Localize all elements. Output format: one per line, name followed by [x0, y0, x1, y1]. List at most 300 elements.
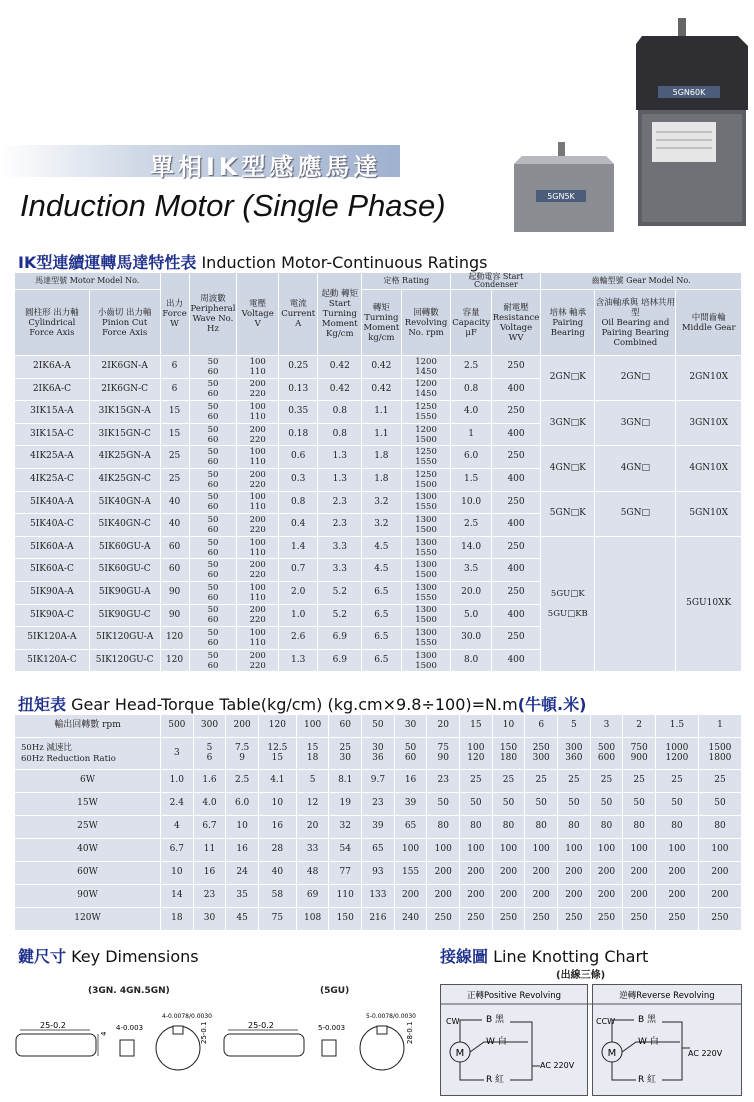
- torque-cell: 80: [427, 816, 460, 839]
- gear-pair: 3GN□K: [541, 401, 595, 446]
- force-w: 40: [160, 514, 189, 537]
- torque-cell: 25: [655, 770, 698, 793]
- model-pinion: 5IK90GU-A: [89, 581, 160, 604]
- rpm-cell: 100: [296, 715, 329, 738]
- torque-cell: 48: [296, 862, 329, 885]
- torque-row: [15, 793, 742, 816]
- torque-cell: 10: [258, 793, 296, 816]
- motor-symbol-positive: M: [455, 1048, 465, 1059]
- resistance-wv: 250: [491, 581, 541, 604]
- header-cylindrical: 圓柱形 出力軸 Cylindrical Force Axis: [15, 290, 90, 356]
- ratio-cell: 3: [161, 738, 194, 770]
- torque-cell: 25: [698, 770, 741, 793]
- torque-power-label: 90W: [15, 885, 161, 908]
- voltage-v: 100 110: [237, 491, 279, 514]
- spec-section-title: [18, 250, 488, 273]
- gear-gu-middle: 5GU10XK: [676, 536, 742, 672]
- torque-cell: 100: [698, 839, 741, 862]
- torque-cell: 200: [460, 885, 493, 908]
- ratio-cell: 250 300: [525, 738, 558, 770]
- spec-row: [15, 446, 742, 469]
- torque-cell: 4.0: [193, 793, 226, 816]
- torque-row: [15, 839, 742, 862]
- model-pinion: 5IK120GU-A: [89, 627, 160, 650]
- torque-row: [15, 862, 742, 885]
- torque-cell: 108: [296, 908, 329, 931]
- torque-cell: 80: [590, 816, 623, 839]
- turning-moment: 1.8: [362, 468, 401, 491]
- resistance-wv: 400: [491, 649, 541, 672]
- torque-cell: 200: [525, 885, 558, 908]
- resistance-wv: 400: [491, 604, 541, 627]
- turning-moment: 0.42: [362, 378, 401, 401]
- force-w: 25: [160, 446, 189, 469]
- torque-cell: 50: [525, 793, 558, 816]
- gear-pair: 5GN□K: [541, 491, 595, 536]
- current-a: 0.3: [278, 468, 317, 491]
- rpm-cell: 5: [558, 715, 591, 738]
- torque-cell: 50: [655, 793, 698, 816]
- torque-cell: 250: [558, 908, 591, 931]
- torque-title-unit: (牛頓.米): [517, 695, 587, 714]
- revolving-rpm: 1250 1500: [401, 468, 451, 491]
- voltage-v: 100 110: [237, 401, 279, 424]
- torque-title-en: Gear Head-Torque Table(kg/cm) (kg.cm×9.8÷100)=N.m: [71, 695, 518, 714]
- gear-mid: 3GN10X: [676, 401, 742, 446]
- torque-cell: 250: [698, 908, 741, 931]
- ccw-label: CCW: [596, 1017, 616, 1026]
- current-a: 1.4: [278, 536, 317, 559]
- start-moment: 6.9: [318, 627, 362, 650]
- resistance-wv: 400: [491, 378, 541, 401]
- torque-cell: 200: [558, 885, 591, 908]
- torque-cell: 200: [492, 885, 525, 908]
- resistance-wv: 400: [491, 468, 541, 491]
- spec-title-zh: IK型連續運轉馬達特性表: [18, 253, 197, 272]
- start-moment: 6.9: [318, 649, 362, 672]
- pos-ac-label: AC 220V: [540, 1061, 575, 1070]
- torque-cell: 50: [492, 793, 525, 816]
- torque-cell: 250: [427, 908, 460, 931]
- capacity-uf: 14.0: [451, 536, 491, 559]
- torque-cell: 18: [161, 908, 194, 931]
- gear-mid: 5GN10X: [676, 491, 742, 536]
- key-dim-4: 25-0.1: [200, 1021, 208, 1044]
- torque-cell: 69: [296, 885, 329, 908]
- torque-ratio-row: [15, 738, 742, 770]
- start-moment: 2.3: [318, 491, 362, 514]
- torque-cell: 200: [655, 885, 698, 908]
- torque-cell: 39: [362, 816, 395, 839]
- torque-cell: 2.5: [226, 770, 259, 793]
- motor-symbol-reverse: M: [607, 1048, 617, 1059]
- current-a: 1.0: [278, 604, 317, 627]
- turning-moment: 6.5: [362, 649, 401, 672]
- torque-cell: 100: [558, 839, 591, 862]
- ratio-cell: 100 120: [460, 738, 493, 770]
- rpm-cell: 6: [525, 715, 558, 738]
- current-a: 0.7: [278, 559, 317, 582]
- frequency-hz: 50 60: [189, 401, 237, 424]
- rpm-cell: 500: [161, 715, 194, 738]
- start-moment: 0.8: [318, 401, 362, 424]
- cw-label: CW: [446, 1017, 460, 1026]
- line-title-zh: 接線圖: [440, 947, 489, 966]
- frequency-hz: 50 60: [189, 491, 237, 514]
- torque-cell: 6.7: [193, 816, 226, 839]
- header-wave: 周波數 Peripheral Wave No. Hz: [189, 273, 237, 356]
- current-a: 0.25: [278, 356, 317, 379]
- torque-cell: 200: [623, 885, 656, 908]
- header-turning-moment: 轉矩 Turning Moment kg/cm: [362, 290, 401, 356]
- turning-moment: 6.5: [362, 627, 401, 650]
- torque-cell: 100: [655, 839, 698, 862]
- header-revolving: 回轉數 Revolving No. rpm: [401, 290, 451, 356]
- torque-cell: 58: [258, 885, 296, 908]
- torque-cell: 250: [655, 908, 698, 931]
- model-cylindrical: 5IK60A-A: [15, 536, 90, 559]
- torque-section-title: [18, 692, 586, 715]
- torque-cell: 200: [655, 862, 698, 885]
- rpm-cell: 120: [258, 715, 296, 738]
- frequency-hz: 50 60: [189, 423, 237, 446]
- rpm-cell: 3: [590, 715, 623, 738]
- torque-cell: 100: [427, 839, 460, 862]
- key-dim-2: 4-0.003: [116, 1024, 144, 1032]
- torque-cell: 200: [623, 862, 656, 885]
- torque-cell: 133: [362, 885, 395, 908]
- voltage-v: 200 220: [237, 559, 279, 582]
- rpm-cell: 300: [193, 715, 226, 738]
- torque-cell: 100: [623, 839, 656, 862]
- torque-cell: 16: [258, 816, 296, 839]
- key-dim-7: 5-0.0078/0.0030: [366, 1013, 416, 1020]
- rpm-cell: 15: [460, 715, 493, 738]
- torque-cell: 8.1: [329, 770, 362, 793]
- header-force: 出力 Force W: [160, 273, 189, 356]
- voltage-v: 100 110: [237, 446, 279, 469]
- revolving-rpm: 1250 1550: [401, 446, 451, 469]
- model-cylindrical: 5IK40A-C: [15, 514, 90, 537]
- gear-gu-pairing: 5GU□K 5GU□KB: [541, 536, 595, 672]
- ratio-label: 50Hz 減速比 60Hz Reduction Ratio: [15, 738, 161, 770]
- torque-cell: 200: [394, 885, 427, 908]
- turning-moment: 3.2: [362, 491, 401, 514]
- gear-oil: 3GN□: [595, 401, 676, 446]
- spec-row: [15, 356, 742, 379]
- ratio-cell: 7.5 9: [226, 738, 259, 770]
- turning-moment: 1.8: [362, 446, 401, 469]
- current-a: 0.6: [278, 446, 317, 469]
- torque-cell: 16: [394, 770, 427, 793]
- force-w: 90: [160, 604, 189, 627]
- small-motor-image: [512, 142, 616, 236]
- revolving-rpm: 1300 1550: [401, 581, 451, 604]
- torque-cell: 100: [590, 839, 623, 862]
- voltage-v: 100 110: [237, 627, 279, 650]
- voltage-v: 200 220: [237, 514, 279, 537]
- model-pinion: 5IK60GU-A: [89, 536, 160, 559]
- force-w: 60: [160, 559, 189, 582]
- torque-cell: 35: [226, 885, 259, 908]
- header-start-moment: 起動 轉矩 Start Turning Moment Kg/cm: [318, 273, 362, 356]
- key-title-zh: 鍵尺寸: [18, 947, 67, 966]
- pos-b-label: B 黑: [486, 1015, 505, 1025]
- force-w: 90: [160, 581, 189, 604]
- torque-cell: 100: [525, 839, 558, 862]
- ratio-cell: 12.5 15: [258, 738, 296, 770]
- torque-cell: 155: [394, 862, 427, 885]
- rev-ac-label: AC 220V: [688, 1049, 723, 1058]
- model-cylindrical: 5IK90A-C: [15, 604, 90, 627]
- revolving-rpm: 1300 1500: [401, 559, 451, 582]
- torque-cell: 200: [698, 862, 741, 885]
- torque-row: [15, 770, 742, 793]
- voltage-v: 200 220: [237, 423, 279, 446]
- torque-row: [15, 908, 742, 931]
- spec-row: [15, 491, 742, 514]
- rpm-label: 輸出回轉數 rpm: [15, 715, 161, 738]
- torque-cell: 75: [258, 908, 296, 931]
- capacity-uf: 30.0: [451, 627, 491, 650]
- key-dim-3: 4-0.0078/0.0030: [162, 1013, 212, 1020]
- torque-cell: 250: [492, 908, 525, 931]
- gear-oil: 5GN□: [595, 491, 676, 536]
- force-w: 25: [160, 468, 189, 491]
- line-knotting-drawing: [440, 984, 742, 1096]
- start-moment: 5.2: [318, 581, 362, 604]
- start-moment: 2.3: [318, 514, 362, 537]
- header-oil-bearing: 含油軸承與 培林共用型 Oil Bearing and Pairing Bearing Combined: [595, 290, 676, 356]
- model-cylindrical: 5IK60A-C: [15, 559, 90, 582]
- torque-power-label: 15W: [15, 793, 161, 816]
- torque-cell: 200: [590, 862, 623, 885]
- start-moment: 3.3: [318, 559, 362, 582]
- turning-moment: 1.1: [362, 401, 401, 424]
- torque-cell: 50: [558, 793, 591, 816]
- torque-cell: 200: [427, 885, 460, 908]
- model-pinion: 5IK120GU-C: [89, 649, 160, 672]
- header-condenser: 起動電容 Start Condenser: [451, 273, 541, 290]
- capacity-uf: 20.0: [451, 581, 491, 604]
- capacity-uf: 5.0: [451, 604, 491, 627]
- voltage-v: 200 220: [237, 468, 279, 491]
- torque-cell: 50: [460, 793, 493, 816]
- start-moment: 1.3: [318, 446, 362, 469]
- torque-cell: 250: [460, 908, 493, 931]
- torque-cell: 25: [492, 770, 525, 793]
- torque-cell: 23: [362, 793, 395, 816]
- header-pairing: 培林 軸承 Pairing Bearing: [541, 290, 595, 356]
- turning-moment: 6.5: [362, 604, 401, 627]
- resistance-wv: 400: [491, 559, 541, 582]
- ratio-cell: 150 180: [492, 738, 525, 770]
- torque-cell: 100: [492, 839, 525, 862]
- current-a: 1.3: [278, 649, 317, 672]
- line-subtitle: (出線三條): [556, 970, 606, 981]
- torque-power-label: 40W: [15, 839, 161, 862]
- page-title: Induction Motor (Single Phase): [20, 188, 446, 223]
- voltage-v: 100 110: [237, 581, 279, 604]
- torque-cell: 9.7: [362, 770, 395, 793]
- torque-cell: 2.4: [161, 793, 194, 816]
- gear-oil: 2GN□: [595, 356, 676, 401]
- torque-cell: 45: [226, 908, 259, 931]
- start-moment: 0.42: [318, 356, 362, 379]
- model-pinion: 3IK15GN-C: [89, 423, 160, 446]
- current-a: 0.18: [278, 423, 317, 446]
- spec-title-en: Induction Motor-Continuous Ratings: [201, 253, 488, 272]
- force-w: 120: [160, 627, 189, 650]
- torque-cell: 100: [394, 839, 427, 862]
- torque-power-label: 6W: [15, 770, 161, 793]
- spec-row: [15, 401, 742, 424]
- header-gear-model: 齒輪型號 Gear Model No.: [541, 273, 742, 290]
- start-moment: 3.3: [318, 536, 362, 559]
- torque-cell: 200: [460, 862, 493, 885]
- model-cylindrical: 5IK90A-A: [15, 581, 90, 604]
- frequency-hz: 50 60: [189, 536, 237, 559]
- torque-cell: 6.7: [161, 839, 194, 862]
- torque-cell: 16: [226, 839, 259, 862]
- header-capacity: 容量 Capacity μF: [451, 290, 491, 356]
- ratio-cell: 5 6: [193, 738, 226, 770]
- torque-cell: 32: [329, 816, 362, 839]
- ratio-cell: 1000 1200: [655, 738, 698, 770]
- rpm-cell: 200: [226, 715, 259, 738]
- rpm-cell: 1: [698, 715, 741, 738]
- torque-cell: 25: [623, 770, 656, 793]
- model-pinion: 4IK25GN-C: [89, 468, 160, 491]
- voltage-v: 200 220: [237, 649, 279, 672]
- torque-cell: 216: [362, 908, 395, 931]
- rev-r-label: R 紅: [638, 1075, 657, 1085]
- torque-power-label: 120W: [15, 908, 161, 931]
- torque-power-label: 60W: [15, 862, 161, 885]
- torque-cell: 65: [394, 816, 427, 839]
- torque-cell: 110: [329, 885, 362, 908]
- pos-w-label: W 白: [486, 1037, 507, 1047]
- torque-cell: 80: [525, 816, 558, 839]
- torque-cell: 150: [329, 908, 362, 931]
- model-cylindrical: 2IK6A-C: [15, 378, 90, 401]
- rev-w-label: W 白: [638, 1037, 659, 1047]
- torque-cell: 25: [460, 770, 493, 793]
- frequency-hz: 50 60: [189, 356, 237, 379]
- model-pinion: 5IK40GN-A: [89, 491, 160, 514]
- resistance-wv: 250: [491, 536, 541, 559]
- revolving-rpm: 1300 1500: [401, 514, 451, 537]
- current-a: 0.8: [278, 491, 317, 514]
- start-moment: 0.8: [318, 423, 362, 446]
- torque-cell: 4: [161, 816, 194, 839]
- header-motor-model: 馬達型號 Motor Model No.: [15, 273, 161, 290]
- resistance-wv: 250: [491, 491, 541, 514]
- header-resistance: 耐電壓 Resistance Voltage WV: [491, 290, 541, 356]
- ratio-cell: 30 36: [362, 738, 395, 770]
- model-cylindrical: 5IK120A-A: [15, 627, 90, 650]
- torque-cell: 100: [460, 839, 493, 862]
- line-section-title: [440, 944, 648, 967]
- torque-cell: 200: [590, 885, 623, 908]
- torque-cell: 6.0: [226, 793, 259, 816]
- capacity-uf: 10.0: [451, 491, 491, 514]
- revolving-rpm: 1250 1550: [401, 401, 451, 424]
- start-moment: 0.42: [318, 378, 362, 401]
- torque-cell: 250: [623, 908, 656, 931]
- revolving-rpm: 1200 1450: [401, 356, 451, 379]
- capacity-uf: 1: [451, 423, 491, 446]
- force-w: 6: [160, 356, 189, 379]
- rev-b-label: B 黑: [638, 1015, 657, 1025]
- frequency-hz: 50 60: [189, 604, 237, 627]
- capacity-uf: 6.0: [451, 446, 491, 469]
- torque-cell: 77: [329, 862, 362, 885]
- ratio-cell: 1500 1800: [698, 738, 741, 770]
- model-pinion: 5IK60GU-C: [89, 559, 160, 582]
- capacity-uf: 2.5: [451, 356, 491, 379]
- turning-moment: 4.5: [362, 536, 401, 559]
- rpm-cell: 60: [329, 715, 362, 738]
- frequency-hz: 50 60: [189, 514, 237, 537]
- voltage-v: 100 110: [237, 356, 279, 379]
- small-motor-label: 5GN5K: [547, 192, 575, 201]
- revolving-rpm: 1300 1550: [401, 491, 451, 514]
- model-cylindrical: 5IK40A-A: [15, 491, 90, 514]
- key-dim-1: 25-0.2: [40, 1021, 66, 1030]
- torque-cell: 10: [161, 862, 194, 885]
- key-title-en: Key Dimensions: [71, 947, 199, 966]
- torque-cell: 10: [226, 816, 259, 839]
- frequency-hz: 50 60: [189, 627, 237, 650]
- ratio-cell: 15 18: [296, 738, 329, 770]
- key-group1-label: (3GN. 4GN.5GN): [88, 986, 170, 996]
- large-motor-image: [628, 14, 752, 228]
- torque-row: [15, 816, 742, 839]
- turning-moment: 1.1: [362, 423, 401, 446]
- torque-cell: 1.6: [193, 770, 226, 793]
- header-middle-gear: 中間齒輪 Middle Gear: [676, 290, 742, 356]
- voltage-v: 100 110: [237, 536, 279, 559]
- current-a: 2.0: [278, 581, 317, 604]
- torque-cell: 200: [427, 862, 460, 885]
- ratio-cell: 50 60: [394, 738, 427, 770]
- resistance-wv: 250: [491, 446, 541, 469]
- torque-cell: 20: [296, 816, 329, 839]
- torque-cell: 200: [492, 862, 525, 885]
- torque-cell: 200: [698, 885, 741, 908]
- line-title-en: Line Knotting Chart: [493, 947, 649, 966]
- rpm-cell: 2: [623, 715, 656, 738]
- torque-cell: 54: [329, 839, 362, 862]
- resistance-wv: 400: [491, 423, 541, 446]
- gear-pair: 2GN□K: [541, 356, 595, 401]
- voltage-v: 200 220: [237, 378, 279, 401]
- key-group2-label: (5GU): [320, 986, 350, 996]
- torque-cell: 25: [590, 770, 623, 793]
- torque-cell: 14: [161, 885, 194, 908]
- rpm-cell: 10: [492, 715, 525, 738]
- turning-moment: 6.5: [362, 581, 401, 604]
- torque-cell: 11: [193, 839, 226, 862]
- model-pinion: 4IK25GN-A: [89, 446, 160, 469]
- force-w: 6: [160, 378, 189, 401]
- model-cylindrical: 5IK120A-C: [15, 649, 90, 672]
- current-a: 0.35: [278, 401, 317, 424]
- torque-cell: 30: [193, 908, 226, 931]
- torque-cell: 250: [590, 908, 623, 931]
- force-w: 15: [160, 401, 189, 424]
